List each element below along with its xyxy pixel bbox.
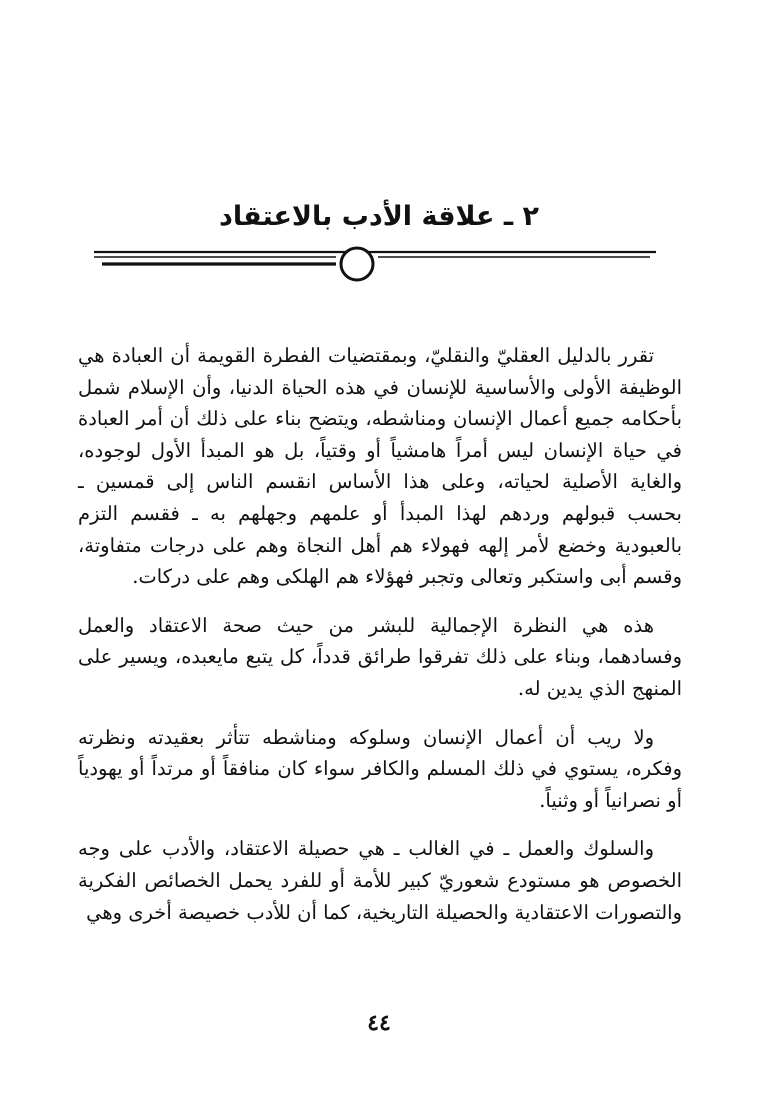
page-number: ٤٤ xyxy=(367,1010,391,1036)
chapter-title: ٢ ـ علاقة الأدب بالاعتقاد xyxy=(219,201,539,232)
ornament-circle xyxy=(341,248,373,280)
title-ornament-divider xyxy=(80,238,680,290)
paragraph: ولا ريب أن أعمال الإنسان وسلوكه ومناشطه تتأثر بعقيدته ونظرته وفكره، يستوي في ذلك المسلم والكافر سواء كان منافقاً أو مرتداً أو يهودياً أو نصرانياً أو وثنياً. xyxy=(78,725,682,812)
body-text xyxy=(78,340,682,945)
paragraph: والسلوك والعمل ـ في الغالب ـ هي حصيلة الاعتقاد، والأدب على وجه الخصوص هو مستودع شعوريّ كبير للأمة أو للفرد يحمل الخصائص الفكرية والتصورات الاعتقادية والحصيلة التاريخية، كما أن للأدب خصيصة أخرى وهي xyxy=(78,837,682,924)
paragraph: هذه هي النظرة الإجمالية للبشر من حيث صحة الاعتقاد والعمل وفسادهما، وبناء على ذلك تفرقوا طرائق قدداً، كل يتبع مايعبده، ويسير على المنهج الذي يدين له. xyxy=(78,613,682,700)
paragraph: تقرر بالدليل العقليّ والنقليّ، وبمقتضيات الفطرة القويمة أن العبادة هي الوظيفة الأولى والأساسية للإنسان في هذه الحياة الدنيا، وأن الإسلام شمل بأحكامه جميع أعمال الإنسان ومناشطه، ويتضح بناء على ذلك أن أمر العبادة في حياة الإنسان ليس أمراً هامشياً أو وقتياً، بل هو المبدأ الأول لوجوده، والغاية الأصلية لحياته، وعلى هذا الأساس انقسم الناس إلى قمسين ـ بحسب قبولهم وردهم لهذا المبدأ أو علمهم وجهلهم به ـ فقسم التزم بالعبودية وخضع لأمر إلهه فهولاء هم أهل النجاة وهم على درجات متفاوتة، وقسم أبى واستكبر وتعالى وتجبر فهؤلاء هم الهلكى وهم على دركات. xyxy=(78,344,682,589)
